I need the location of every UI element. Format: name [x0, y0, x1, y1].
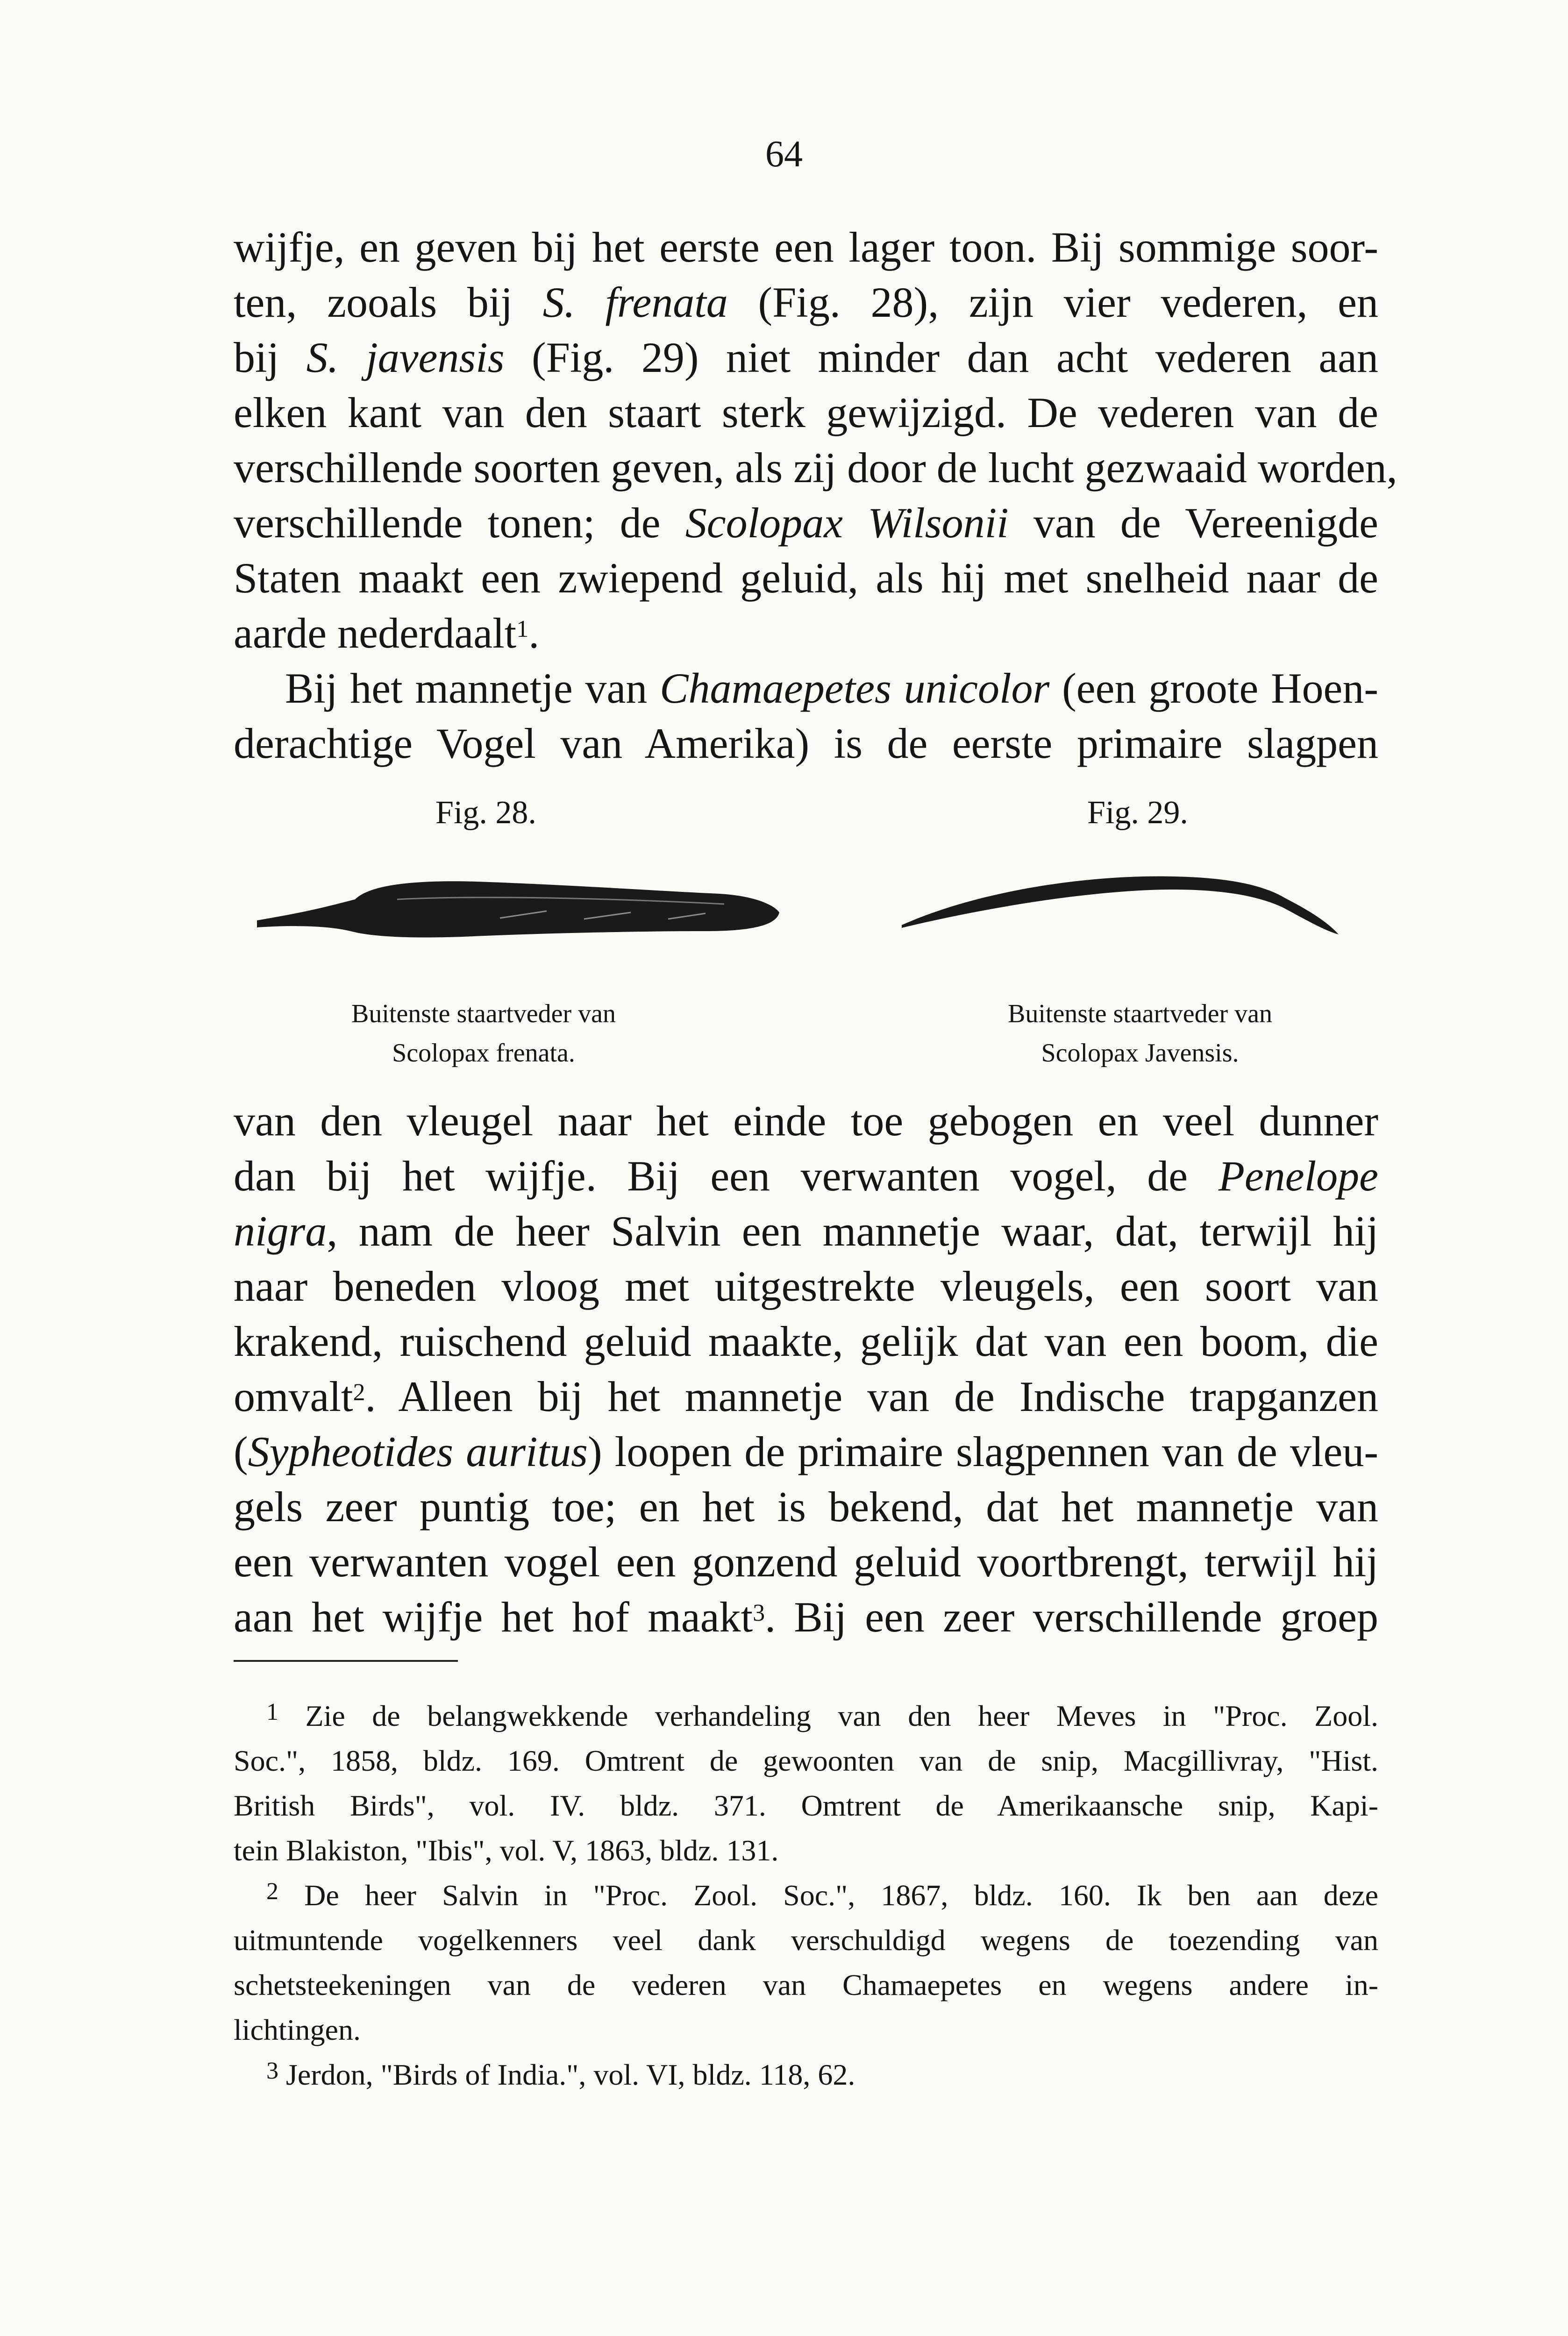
text-run: een verwanten vogel een gonzend geluid voortbrengt, terwijl hij	[234, 1538, 1378, 1586]
text-run: van de Vereenigde	[1008, 499, 1378, 547]
text-run: elken kant van den staart sterk gewijzigd. De vederen van de	[234, 389, 1378, 436]
footnote-line	[234, 1963, 1378, 2008]
footnote-line	[234, 1694, 1378, 1738]
fig28-feather-illustration	[257, 867, 808, 960]
footnote-marker: 3	[266, 2058, 278, 2084]
text-run: , nam de heer Salvin een mannetje waar, dat, terwijl hij	[327, 1207, 1378, 1255]
body-top-line	[234, 275, 1378, 330]
text-run: lichtingen.	[234, 2013, 361, 2046]
body-bottom-line	[234, 1148, 1378, 1204]
text-run: verschillende soorten geven, als zij door de lucht gezwaaid worden,	[234, 444, 1397, 491]
body-top-line	[234, 716, 1378, 771]
italic-text: Scolopax Wilsonii	[685, 499, 1009, 547]
text-run: De heer Salvin in "Proc. Zool. Soc.", 1867, bldz. 160. Ik ben aan deze	[278, 1879, 1378, 1912]
body-bottom-line	[234, 1314, 1378, 1369]
fig28-caption-line-2: Scolopax frenata.	[392, 1039, 575, 1068]
text-run: ) loopen de primaire slagpennen van de vleu-	[587, 1428, 1378, 1475]
body-top-line	[234, 385, 1378, 440]
fig29-label: Fig. 29.	[1087, 795, 1188, 831]
text-run: derachtige Vogel van Amerika) is de eerste primaire slagpen	[234, 719, 1378, 767]
page-number: 64	[765, 134, 803, 175]
italic-text: nigra	[234, 1207, 327, 1255]
text-run: Bij het mannetje van	[285, 664, 660, 712]
italic-text: S. frenata	[542, 278, 728, 326]
text-run: .	[528, 609, 540, 657]
body-top-line	[234, 661, 1378, 716]
text-run: aarde nederdaalt	[234, 609, 517, 657]
text-run: krakend, ruischend geluid maakte, gelijk dat van een boom, die	[234, 1318, 1378, 1365]
fig29-caption	[930, 994, 1350, 1073]
footnote-marker: 2	[266, 1878, 278, 1905]
text-run: uitmuntende vogelkenners veel dank verschuldigd wegens de toezending van	[234, 1923, 1378, 1957]
text-run: gels zeer puntig toe; en het is bekend, dat het mannetje van	[234, 1483, 1378, 1531]
body-bottom-line	[234, 1093, 1378, 1148]
body-bottom-line	[234, 1259, 1378, 1314]
text-run: van den vleugel naar het einde toe gebogen en veel dunner	[234, 1097, 1378, 1145]
body-bottom-line	[234, 1424, 1378, 1479]
fig28-label: Fig. 28.	[435, 795, 536, 831]
body-top-line	[234, 220, 1378, 275]
body-bottom-line	[234, 1479, 1378, 1534]
text-run: aan het wijfje het hof maakt	[234, 1593, 753, 1641]
footnote-line	[234, 1873, 1378, 1918]
text-run: dan bij het wijfje. Bij een verwanten vogel, de	[234, 1152, 1219, 1200]
text-run: bij	[234, 334, 306, 381]
text-run: wijfje, en geven bij het eerste een lager toon. Bij sommige soor-	[234, 223, 1378, 271]
text-run: Jerdon, "Birds of India.", vol. VI, bldz. 118, 62.	[278, 2058, 855, 2091]
fig28-caption-line-1: Buitenste staartveder van	[351, 999, 616, 1028]
footnote-line	[234, 1738, 1378, 1783]
text-run: (een groote Hoen-	[1049, 664, 1378, 712]
fig29-feather-illustration	[902, 869, 1346, 953]
text-run: schetsteekeningen van de vederen van Chamaepetes en wegens andere in-	[234, 1968, 1378, 2001]
footnote-marker: 3	[753, 1600, 765, 1626]
footnotes	[234, 1694, 1378, 2097]
italic-text: Chamaepetes unicolor	[660, 664, 1050, 712]
footnote-marker: 2	[353, 1379, 365, 1406]
footnote-line	[234, 2052, 1378, 2097]
text-run: Staten maakt een zwiepend geluid, als hij met snelheid naar de	[234, 554, 1378, 602]
text-run: (	[234, 1428, 248, 1475]
body-top-line	[234, 605, 1378, 661]
footnote-line	[234, 1828, 1378, 1873]
text-run: British Birds", vol. IV. bldz. 371. Omtrent de Amerikaansche snip, Kapi-	[234, 1789, 1378, 1822]
body-bottom-line	[234, 1534, 1378, 1589]
fig29-caption-line-1: Buitenste staartveder van	[1007, 999, 1272, 1028]
body-bottom-line	[234, 1369, 1378, 1424]
fig29-caption-line-2: Scolopax Javensis.	[1041, 1039, 1239, 1068]
italic-text: Sypheotides auritus	[248, 1428, 588, 1475]
text-run: Zie de belangwekkende verhandeling van den heer Meves in "Proc. Zool.	[278, 1699, 1378, 1732]
footnote-line	[234, 1783, 1378, 1828]
text-run: Soc.", 1858, bldz. 169. Omtrent de gewoonten van de snip, Macgillivray, "Hist.	[234, 1744, 1378, 1777]
body-top-line	[234, 330, 1378, 385]
text-run: tein Blakiston, "Ibis", vol. V, 1863, bldz. 131.	[234, 1834, 779, 1867]
footnote-line	[234, 1918, 1378, 1963]
body-text-top	[234, 220, 1397, 771]
footnote-marker: 1	[516, 616, 529, 642]
body-top-line	[234, 440, 1397, 495]
footnote-marker: 1	[266, 1699, 278, 1725]
text-run: verschillende tonen; de	[234, 499, 685, 547]
text-run: ten, zooals bij	[234, 278, 543, 326]
footnote-line	[234, 2008, 1378, 2052]
italic-text: Penelope	[1218, 1152, 1378, 1200]
text-run: . Alleen bij het mannetje van de Indische trapganzen	[365, 1373, 1378, 1420]
text-run: (Fig. 29) niet minder dan acht vederen aan	[504, 334, 1379, 381]
body-bottom-line	[234, 1204, 1378, 1259]
body-top-line	[234, 550, 1378, 605]
text-run: omvalt	[234, 1373, 353, 1420]
fig28-caption	[273, 994, 694, 1073]
body-text-bottom	[234, 1093, 1378, 1645]
text-run: naar beneden vloog met uitgestrekte vleugels, een soort van	[234, 1262, 1378, 1310]
text-run: . Bij een zeer verschillende groep	[765, 1593, 1378, 1641]
body-bottom-line	[234, 1589, 1378, 1645]
footnote-rule	[234, 1660, 458, 1662]
body-top-line	[234, 495, 1378, 550]
italic-text: S. javensis	[306, 334, 505, 381]
text-run: (Fig. 28), zijn vier vederen, en	[727, 278, 1379, 326]
